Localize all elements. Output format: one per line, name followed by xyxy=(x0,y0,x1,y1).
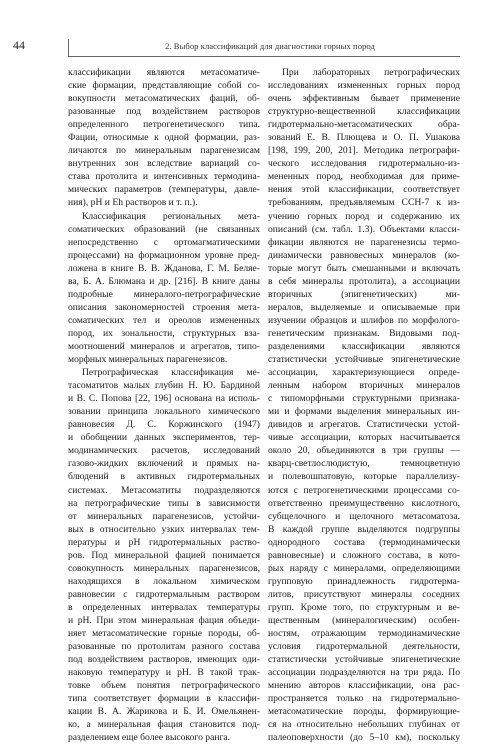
text-line: около 20, объединяются в три группы — xyxy=(268,445,460,457)
text-line: щественным (минералогическим) особен- xyxy=(268,614,460,626)
text-line: равновесные) и сложного состава, в кото- xyxy=(268,549,460,561)
text-line: статистически устойчивые эпигенетические xyxy=(268,654,460,666)
text-line: очень эффективным бывает применение xyxy=(268,93,460,105)
text-line: ностям, отражающим термодинамические xyxy=(268,628,460,640)
text-line: блюдений в активных гидротермальных xyxy=(68,471,260,483)
text-line: исследованиях измененных горных пород xyxy=(268,80,460,92)
text-line: разованные по протолитам разного состава xyxy=(68,641,260,653)
text-line: зовании принципа локального химического xyxy=(68,406,260,418)
text-line: гидротермально-метасоматических обра- xyxy=(268,119,460,131)
header-horizontal-rule xyxy=(68,56,460,57)
text-line: Фации, относимые к одной формации, раз- xyxy=(68,132,260,144)
text-line: внутренних зон вследствие вариаций со- xyxy=(68,158,260,170)
text-line: кварц-светлослюдистую, темноцветную xyxy=(268,458,460,470)
text-line: и В. С. Попова [22, 196] основана на исполь- xyxy=(68,393,260,405)
running-head: 2. Выбор классификаций для диагностики горных пород xyxy=(165,41,375,51)
text-line: в определенных интервалах температуры xyxy=(68,601,260,613)
text-line: под воздействием растворов, имеющих оди- xyxy=(68,654,260,666)
text-line: ческого исследования гидротермально-из- xyxy=(268,158,460,170)
header-vertical-rule xyxy=(68,39,69,56)
text-line: зований Е. В. Плющева и О. П. Ушакова xyxy=(268,132,460,144)
text-line: групп. Кроме того, по структурным и ве- xyxy=(268,601,460,613)
left-text-column xyxy=(68,66,260,744)
text-line: метасоматические породы, формирующие- xyxy=(268,706,460,718)
right-text-column xyxy=(268,66,460,744)
text-line: ва, Б. А. Блюмана и др. [216]. В книге даны xyxy=(68,275,260,287)
text-line: совокупность минеральных парагенезисов, xyxy=(68,562,260,574)
text-line: от минеральных парагенезисов, устойчи- xyxy=(68,510,260,522)
text-line: дивидов и агрегатов. Статистически устой- xyxy=(268,419,460,431)
text-line: ются с петрогенетическими процессами со- xyxy=(268,484,460,496)
text-line: ко, а минеральная фация становится под- xyxy=(68,719,260,731)
page-header xyxy=(0,0,500,64)
text-line: процессами) на формационном уровне пред- xyxy=(68,249,260,261)
text-line: разделениями классификации являются xyxy=(268,340,460,352)
text-line: палеоповерхности (до 5–10 км), поскольку xyxy=(268,732,460,744)
page-number: 44 xyxy=(13,38,25,52)
text-line: мнению авторов классификации, она рас- xyxy=(268,680,460,692)
text-line: ассоциации подразделяются на три ряда. По xyxy=(268,667,460,679)
text-line: групповую принадлежность гидротерма- xyxy=(268,575,460,587)
text-line: равновесия Д. С. Коржинского (1947) xyxy=(68,419,260,431)
text-line: однородного состава (термодинамически xyxy=(268,536,460,548)
text-line: ленным набором вторичных минералов xyxy=(268,380,460,392)
text-line: статистически устойчивые эпигенетические xyxy=(268,354,460,366)
text-line: и полевошпатовую, которые параллелизу- xyxy=(268,471,460,483)
text-line: динамически равновесных минералов (ко- xyxy=(268,249,460,261)
text-line: фикации являются не парагенезисы термо- xyxy=(268,236,460,248)
text-line: ассоциации, характеризующиеся опреде- xyxy=(268,367,460,379)
text-line: соматических образований (не связанных xyxy=(68,223,260,235)
text-line: на петрографические типы в зависимости xyxy=(68,497,260,509)
text-line: ские формации, представляющие собой со- xyxy=(68,80,260,92)
text-line: описаний (см. табл. 1.3). Объектами класси- xyxy=(268,223,460,235)
text-line: изучении образцов и шлифов по морфолого- xyxy=(268,314,460,326)
text-line: определенного петрогенетического типа. xyxy=(68,119,260,131)
text-line: соматических тел и ореолов измененных xyxy=(68,314,260,326)
text-line: няет метасоматические горные породы, об- xyxy=(68,628,260,640)
text-line: находящихся в локальном химическом xyxy=(68,575,260,587)
text-line: и pH. При этом минеральная фация объеди- xyxy=(68,614,260,626)
text-line: нералов, выделяемые и описываемые при xyxy=(268,301,460,313)
text-line: системах. Метасоматиты подразделяются xyxy=(68,484,260,496)
text-line: чивые ассоциации, которых насчитывается xyxy=(268,432,460,444)
text-line: товке объем понятия петрографического xyxy=(68,680,260,692)
text-line: требованиям, предъявляемым ССН-7 к из- xyxy=(268,197,460,209)
text-line: ния), pH и Eh растворов и т. п.). xyxy=(68,197,198,209)
text-line: личаются по минеральным парагенезисам xyxy=(68,145,260,157)
text-line: кации В. А. Жариковa и Б. И. Омельянен- xyxy=(68,706,260,718)
text-line: В каждой группе выделяются подгруппы xyxy=(268,523,460,535)
text-line: [198, 199, 200, 201]. Методика петрографи- xyxy=(268,145,460,157)
text-line: пространяется только на гидротермально- xyxy=(268,693,460,705)
text-line: наковую температуру и pH. В такой трак- xyxy=(68,667,260,679)
text-line: торые могут быть смешанными и включать xyxy=(268,262,460,274)
text-line: става протолита и интенсивных термодина- xyxy=(68,171,260,183)
text-line: и обобщении данных экспериментов, тер- xyxy=(68,432,260,444)
text-line: ров. Под минеральной фацией понимается xyxy=(68,549,260,561)
text-line: описания закономерностей строения мета- xyxy=(68,301,260,313)
text-line: нения этой классификации, соответствует xyxy=(268,184,460,196)
text-line: пературы и pH гидротермальных раство- xyxy=(68,536,260,548)
text-line: Классификация региональных мета- xyxy=(82,210,260,222)
text-line: вых в относительно узких интервалах тем- xyxy=(68,523,260,535)
text-line: рых наряду с минералами, определяющими xyxy=(268,562,460,574)
text-line: Петрографическая классификация ме- xyxy=(82,367,260,379)
text-line: ложена в книге В. В. Жданова, Г. М. Беляе- xyxy=(68,262,260,274)
text-line: литов, присутствуют минералы соседних xyxy=(268,588,460,600)
text-line: ся на относительно небольших глубинах от xyxy=(268,719,460,731)
text-line: ми и формами выделения минеральных ин- xyxy=(268,406,460,418)
text-line: мических параметров (температуры, давле- xyxy=(68,184,260,196)
text-line: газово-жидких включений и прямых на- xyxy=(68,458,260,470)
text-line: вторичных (эпигенетических) ми- xyxy=(268,288,460,300)
text-line: разделением еще более высокого ранга. xyxy=(68,732,231,744)
text-line: модинамических расчетов, исследований xyxy=(68,445,260,457)
text-line: мененных пород, необходимая для приме- xyxy=(268,171,460,183)
text-line: непосредственно с ортомагматическими xyxy=(68,236,260,248)
text-line: ответственно преимущественно кислотного, xyxy=(268,497,460,509)
text-line: При лабораторных петрографических xyxy=(282,67,460,78)
text-line: вокупности метасоматических фаций, об- xyxy=(68,93,260,105)
text-line: равновесии с гидротермальным раствором xyxy=(68,588,260,600)
text-line: субщелочного и щелочного метасоматоза. xyxy=(268,510,460,522)
text-line: учению горных пород и содержанию их xyxy=(268,210,460,222)
text-line: типа соответствует формации в классифи- xyxy=(68,693,260,705)
text-line: пород, их зональности, структурных вза- xyxy=(68,327,260,339)
text-line: генетическим признакам. Видовыми под- xyxy=(268,327,460,339)
text-line: структурно-вещественной классификации xyxy=(268,106,460,118)
text-line: морфных минеральных парагенезисов. xyxy=(68,354,228,366)
text-line: классификации являются метасоматиче- xyxy=(68,67,260,78)
text-line: разованные под воздействием растворов xyxy=(68,106,260,118)
text-line: моотношений минералов и агрегатов, типо- xyxy=(68,340,260,352)
text-line: условия гидротермальной деятельности, xyxy=(268,641,460,653)
text-line: в себя минералы протолита), а ассоциации xyxy=(268,275,460,287)
text-line: с типоморфными структурными признака- xyxy=(268,393,460,405)
text-line: тасоматитов малых глубин Н. Ю. Бардиной xyxy=(68,380,260,392)
text-line: подробные минералого-петрографические xyxy=(68,288,260,300)
